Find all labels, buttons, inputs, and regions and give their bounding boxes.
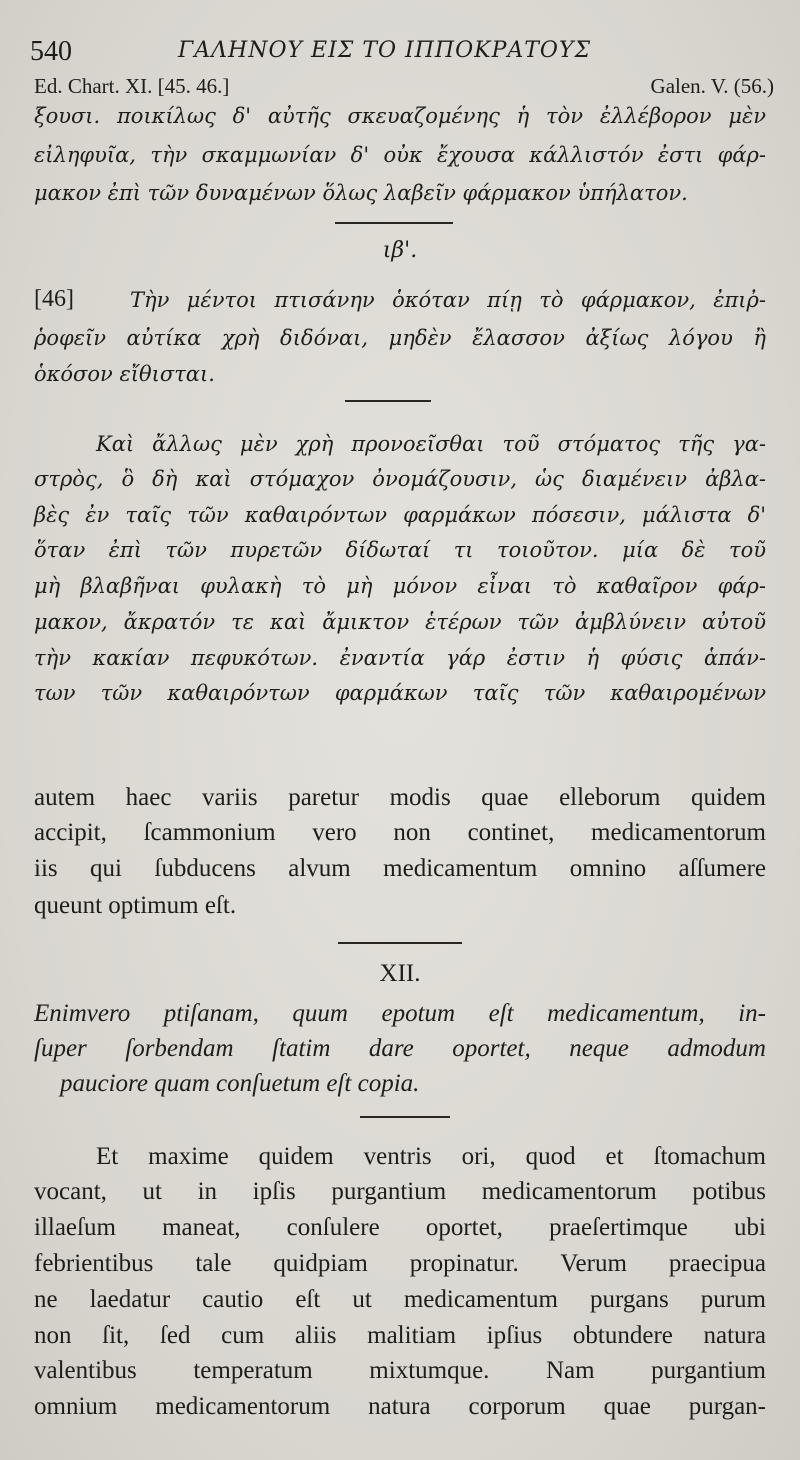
section-marker: [46]	[34, 286, 74, 312]
greek-line: εἰληφυῖα, τὴν σκαμμωνίαν δ' οὐκ ἔχουσα κάλλιστόν ἐστι φάρ-	[34, 143, 766, 167]
page-number: 540	[30, 36, 72, 67]
section-divider	[335, 222, 453, 224]
latin-commentary-line: ne laedatur cautio eſt ut medicamentum purgans purum	[34, 1286, 766, 1313]
latin-aphorism-line: ſuper ſorbendam ſtatim dare oportet, neque admodum	[34, 1035, 766, 1062]
section-divider	[345, 400, 431, 402]
greek-commentary-line: μακον, ἄκρατόν τε καὶ ἄμικτον ἑτέρων τῶν ἀμβλύνειν αὐτοῦ	[34, 610, 766, 634]
latin-aphorism-line: Enimvero ptiſanam, quum epotum eſt medicamentum, in-	[34, 1000, 766, 1027]
greek-commentary-line: στρὸς, ὃ δὴ καὶ στόμαχον ὀνομάζουσιν, ὡς διαμένειν ἀβλα-	[34, 467, 766, 491]
greek-aphorism-line: Τὴν μέντοι πτισάνην ὁκόταν πίῃ τὸ φάρμακον, ἐπιῤ-	[130, 288, 766, 312]
latin-commentary-line: non ſit, ſed cum aliis malitiam ipſius obtundere natura	[34, 1322, 766, 1349]
latin-line: autem haec variis paretur modis quae elleborum quidem	[34, 784, 766, 811]
latin-commentary-line: omnium medicamentorum natura corporum quae purgan-	[34, 1393, 766, 1420]
greek-commentary-line: τὴν κακίαν πεφυκότων. ἐναντία γάρ ἐστιν ἡ φύσις ἁπάν-	[34, 646, 766, 670]
latin-commentary-line: Et maxime quidem ventris ori, quod et ſtomachum	[96, 1143, 766, 1170]
latin-line: queunt optimum eſt.	[34, 892, 237, 919]
running-title: ΓΑΛΗΝΟΥ ΕΙΣ ΤΟ ΙΠΠΟΚΡΑΤΟΥΣ	[178, 38, 592, 63]
edition-reference: Ed. Chart. XI. [45. 46.]	[34, 74, 230, 98]
greek-commentary-line: Καὶ ἄλλως μὲν χρὴ προνοεῖσθαι τοῦ στόματος τῆς γα-	[96, 432, 766, 456]
latin-commentary-line: valentibus temperatum mixtumque. Nam purgantium	[34, 1357, 766, 1384]
latin-section-number: XII.	[379, 960, 421, 987]
greek-line: ξουσι. ποικίλως δ' αὐτῆς σκευαζομένης ἡ τὸν ἐλλέβορον μὲν	[34, 104, 766, 128]
latin-aphorism-line: pauciore quam conſuetum eſt copia.	[60, 1070, 420, 1097]
latin-line: accipit, ſcammonium vero non continet, medicamentorum	[34, 819, 766, 846]
greek-section-number: ιβ'.	[382, 238, 418, 263]
greek-commentary-line: των τῶν καθαιρόντων φαρμάκων ταῖς τῶν καθαιρομένων	[34, 681, 766, 705]
latin-line: iis qui ſubducens alvum medicamentum omnino aſſumere	[34, 855, 766, 882]
greek-line: μακον ἐπὶ τῶν δυναμένων ὅλως λαβεῖν φάρμακον ὑπήλατον.	[34, 181, 688, 205]
latin-commentary-line: febrientibus tale quidpiam propinatur. Verum praecipua	[34, 1250, 766, 1277]
section-divider	[360, 1116, 450, 1118]
greek-commentary-line: ὅταν ἐπὶ τῶν πυρετῶν δίδωταί τι τοιοῦτον. μία δὲ τοῦ	[34, 538, 766, 562]
galen-reference: Galen. V. (56.)	[650, 74, 774, 98]
greek-aphorism-line: ὁκόσον εἴθισται.	[34, 362, 215, 386]
section-divider	[338, 942, 462, 944]
greek-commentary-line: μὴ βλαβῆναι φυλακὴ τὸ μὴ μόνον εἶναι τὸ καθαῖρον φάρ-	[34, 574, 766, 598]
greek-aphorism-line: ῥοφεῖν αὐτίκα χρὴ διδόναι, μηδὲν ἔλασσον ἀξίως λόγου ἢ	[34, 326, 766, 350]
latin-commentary-line: vocant, ut in ipſis purgantium medicamentorum potibus	[34, 1178, 766, 1205]
greek-commentary-line: βὲς ἐν ταῖς τῶν καθαιρόντων φαρμάκων πόσεσιν, μάλιστα δ'	[34, 503, 766, 527]
latin-commentary-line: illaeſum maneat, conſulere oportet, praeſertimque ubi	[34, 1214, 766, 1241]
